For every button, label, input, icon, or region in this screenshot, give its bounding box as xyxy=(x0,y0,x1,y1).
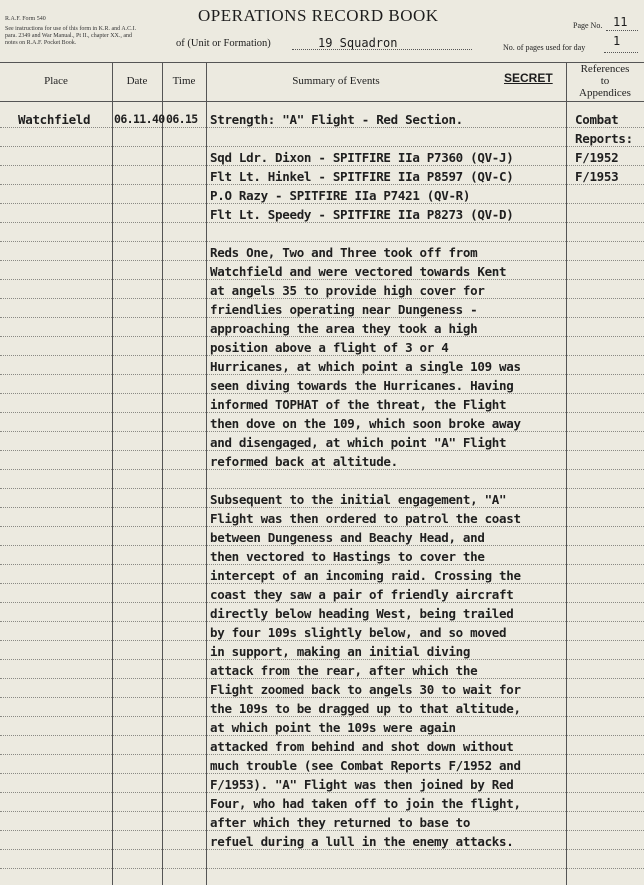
ruled-line xyxy=(0,659,644,660)
summary-line: refuel during a lull in the enemy attacks. xyxy=(210,834,514,849)
ruled-line xyxy=(0,127,644,128)
unit-label: of (Unit or Formation) xyxy=(176,38,271,49)
summary-line: P.O Razy - SPITFIRE IIa P7421 (QV-R) xyxy=(210,188,471,203)
ruled-line xyxy=(0,203,644,204)
summary-header: Summary of Events xyxy=(292,75,380,87)
instructions-line: See instructions for use of this form in K.R. and A.C.I. xyxy=(5,26,137,32)
appendix-line: Combat xyxy=(575,112,619,127)
ruled-line xyxy=(0,526,644,527)
ruled-line xyxy=(0,507,644,508)
ruled-line xyxy=(0,298,644,299)
col-divider xyxy=(566,62,567,885)
instructions-line: para. 2349 and War Manual., Pt II., chapter XX., and xyxy=(5,33,133,39)
ruled-line xyxy=(0,773,644,774)
ruled-line xyxy=(0,716,644,717)
summary-line: in support, making an initial diving xyxy=(210,644,471,659)
ruled-line xyxy=(0,431,644,432)
ruled-line xyxy=(0,222,644,223)
summary-line: attack from the rear, after which the xyxy=(210,663,478,678)
pages-dotline xyxy=(604,52,638,53)
summary-line: Subsequent to the initial engagement, "A" xyxy=(210,492,507,507)
time-value: 06.15 xyxy=(166,112,198,126)
ruled-line xyxy=(0,279,644,280)
ruled-line xyxy=(0,241,644,242)
ruled-line xyxy=(0,412,644,413)
col-divider xyxy=(112,62,113,885)
summary-line: at which point the 109s were again xyxy=(210,720,456,735)
instructions-line: notes on R.A.F. Pocket Book. xyxy=(5,40,77,46)
ruled-line xyxy=(0,754,644,755)
summary-line: Sqd Ldr. Dixon - SPITFIRE IIa P7360 (QV-J) xyxy=(210,150,514,165)
ruled-line xyxy=(0,260,644,261)
ruled-line xyxy=(0,165,644,166)
summary-line: much trouble (see Combat Reports F/1952 and xyxy=(210,758,521,773)
summary-line: between Dungeness and Beachy Head, and xyxy=(210,530,485,545)
summary-line: Watchfield and were vectored towards Kent xyxy=(210,264,507,279)
ruled-line xyxy=(0,811,644,812)
ruled-line xyxy=(0,697,644,698)
col-divider xyxy=(162,62,163,885)
ruled-line xyxy=(0,355,644,356)
summary-line: position above a flight of 3 or 4 xyxy=(210,340,449,355)
ruled-line xyxy=(0,849,644,850)
table-top-border xyxy=(0,62,644,63)
page-label: Page No. xyxy=(573,21,603,30)
summary-line: Flight was then ordered to patrol the coast xyxy=(210,511,521,526)
unit-value: 19 Squadron xyxy=(318,36,398,50)
references-header xyxy=(566,63,644,99)
summary-line: Four, who had taken off to join the flight, xyxy=(210,796,521,811)
summary-line: seen diving towards the Hurricanes. Having xyxy=(210,378,514,393)
col-divider xyxy=(206,62,207,885)
page-dotline xyxy=(606,30,638,31)
summary-line: Flt Lt. Hinkel - SPITFIRE IIa P8597 (QV-C) xyxy=(210,169,514,184)
summary-line: friendlies operating near Dungeness - xyxy=(210,302,478,317)
ruled-line xyxy=(0,792,644,793)
ruled-line xyxy=(0,450,644,451)
date-header: Date xyxy=(126,75,148,87)
summary-line: then dove on the 109, which soon broke away xyxy=(210,416,521,431)
ruled-line xyxy=(0,393,644,394)
ruled-line xyxy=(0,374,644,375)
ruled-line xyxy=(0,602,644,603)
ruled-line xyxy=(0,678,644,679)
pages-label: No. of pages used for day xyxy=(503,43,586,52)
ruled-line xyxy=(0,868,644,869)
summary-line: Reds One, Two and Three took off from xyxy=(210,245,478,260)
summary-line: after which they returned to base to xyxy=(210,815,471,830)
ruled-line xyxy=(0,545,644,546)
references-line: References xyxy=(580,63,630,75)
summary-line: at angels 35 to provide high cover for xyxy=(210,283,485,298)
secret-stamp: SECRET xyxy=(504,71,553,85)
summary-line: Strength: "A" Flight - Red Section. xyxy=(210,112,463,127)
ruled-line xyxy=(0,317,644,318)
ruled-line xyxy=(0,184,644,185)
ruled-line xyxy=(0,336,644,337)
summary-line: attacked from behind and shot down without xyxy=(210,739,514,754)
place-value: Watchfield xyxy=(18,112,91,127)
summary-line: and disengaged, at which point "A" Flight xyxy=(210,435,507,450)
ruled-line xyxy=(0,735,644,736)
appendix-line: F/1952 xyxy=(575,150,619,165)
page-title: OPERATIONS RECORD BOOK xyxy=(198,6,439,25)
summary-line: by four 109s slightly below, and so moved xyxy=(210,625,507,640)
summary-line: Hurricanes, at which point a single 109 was xyxy=(210,359,521,374)
summary-line: directly below heading West, being trailed xyxy=(210,606,514,621)
page-number: 11 xyxy=(613,15,628,29)
time-header: Time xyxy=(172,75,196,87)
summary-line: approaching the area they took a high xyxy=(210,321,478,336)
summary-line: the 109s to be dragged up to that altitude, xyxy=(210,701,521,716)
ruled-line xyxy=(0,583,644,584)
summary-line: Flight zoomed back to angels 30 to wait for xyxy=(210,682,521,697)
pages-count: 1 xyxy=(613,34,621,48)
ruled-line xyxy=(0,146,644,147)
summary-line: F/1953). "A" Flight was then joined by Red xyxy=(210,777,514,792)
place-header: Place xyxy=(44,75,68,87)
summary-line: coast they saw a pair of friendly aircraft xyxy=(210,587,514,602)
appendix-line: F/1953 xyxy=(575,169,619,184)
ruled-line xyxy=(0,621,644,622)
form-number: R.A.F. Form 540 xyxy=(5,16,46,22)
references-line: to xyxy=(600,75,610,87)
ruled-line xyxy=(0,564,644,565)
summary-line: then vectored to Hastings to cover the xyxy=(210,549,485,564)
summary-line: intercept of an incoming raid. Crossing the xyxy=(210,568,521,583)
references-line: Appendices xyxy=(579,87,631,99)
ruled-line xyxy=(0,640,644,641)
appendix-line: Reports: xyxy=(575,131,633,146)
form-instructions xyxy=(5,26,165,47)
summary-line: informed TOPHAT of the threat, the Flight xyxy=(210,397,507,412)
date-value: 06.11.40 xyxy=(114,112,165,126)
summary-line: reformed back at altitude. xyxy=(210,454,398,469)
summary-line: Flt Lt. Speedy - SPITFIRE IIa P8273 (QV-D) xyxy=(210,207,514,222)
header-bottom-border xyxy=(0,101,644,102)
ruled-line xyxy=(0,488,644,489)
ruled-line xyxy=(0,469,644,470)
ruled-line xyxy=(0,830,644,831)
